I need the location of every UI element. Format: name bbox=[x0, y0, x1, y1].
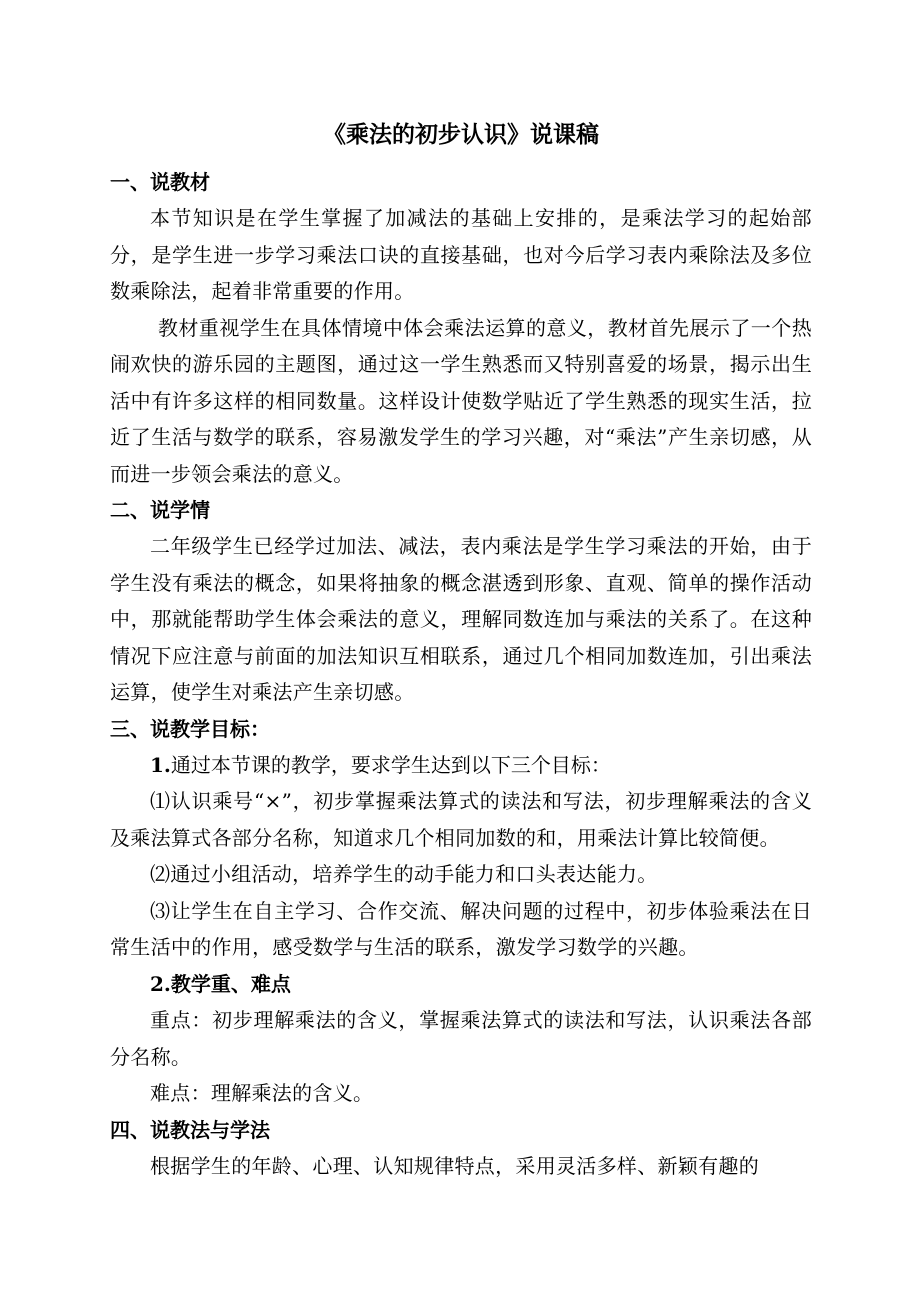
section-heading-students: 二、说学情 bbox=[110, 498, 210, 522]
objectives-intro-text: 通过本节课的教学，要求学生达到以下三个目标： bbox=[170, 752, 611, 777]
page-title: 《乘法的初步认识》说课稿 bbox=[323, 121, 599, 148]
paragraph: 教材重视学生在具体情境中体会乘法运算的意义，教材首先展示了一个热闹欢快的游乐园的主题图，通过这一学生熟悉而又特别喜爱的场景，揭示出生活中有许多这样的相同数量。这样设计使数学贴近了学生熟悉的现实生活，拉近了生活与数学的联系，容易激发学生的学习兴趣，对“乘法”产生亲切感，从而进一步领会乘法的意义。 bbox=[110, 315, 812, 486]
objective-item: ⑴认识乘号“×”，初步掌握乘法算式的读法和写法，初步理解乘法的含义及乘法算式各部分名称，知道求几个相同加数的和，用乘法计算比较简便。 bbox=[110, 789, 812, 850]
paragraph: 本节知识是在学生掌握了加减法的基础上安排的，是乘法学习的起始部分，是学生进一步学习乘法口诀的直接基础，也对今后学习表内乘除法及多位数乘除法，起着非常重要的作用。 bbox=[110, 206, 812, 303]
objectives-intro bbox=[110, 747, 812, 784]
paragraph: 根据学生的年龄、心理、认知规律特点，采用灵活多样、新颖有趣的 bbox=[150, 1153, 759, 1178]
difficult-point: 难点：理解乘法的含义。 bbox=[150, 1081, 374, 1105]
section-heading-textbook: 一、说教材 bbox=[110, 170, 210, 194]
section-heading-methods: 四、说教法与学法 bbox=[110, 1117, 270, 1142]
key-point: 重点：初步理解乘法的含义，掌握乘法算式的读法和写法，认识乘法各部分名称。 bbox=[110, 1008, 812, 1069]
section-heading-objectives: 三、说教学目标： bbox=[110, 716, 270, 741]
objective-item: ⑵通过小组活动，培养学生的动手能力和口头表达能力。 bbox=[150, 862, 658, 886]
paragraph: 二年级学生已经学过加法、减法，表内乘法是学生学习乘法的开始，由于学生没有乘法的概念，如果将抽象的概念湛透到形象、直观、简单的操作活动中，那就能帮助学生体会乘法的意义，理解同数连加与乘法的关系了。在这种情况下应注意与前面的加法知识互相联系，通过几个相同加数连加，引出乘法运算，使学生对乘法产生亲切感。 bbox=[110, 534, 812, 704]
objectives-intro-number: 1. bbox=[150, 752, 171, 777]
key-difficult-heading-text: 2.教学重、难点 bbox=[150, 971, 291, 996]
key-difficult-heading bbox=[110, 966, 812, 1003]
objective-item: ⑶让学生在自主学习、合作交流、解决问题的过程中，初步体验乘法在日常生活中的作用，感受数学与生活的联系，激发学习数学的兴趣。 bbox=[110, 898, 812, 959]
